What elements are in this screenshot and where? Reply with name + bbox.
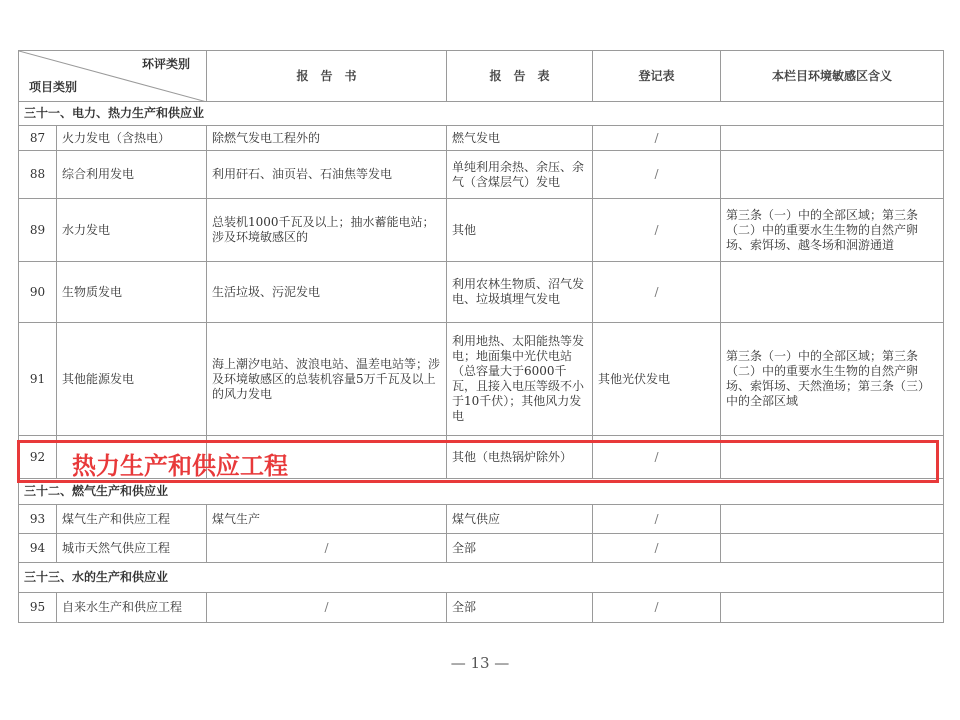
table-row xyxy=(19,593,944,623)
section-row xyxy=(19,102,944,126)
row-number: 94 xyxy=(19,534,57,563)
report-form-cell: 全部 xyxy=(447,534,593,563)
project-name: 自来水生产和供应工程 xyxy=(57,593,207,623)
section-title: 三十一、电力、热力生产和供应业 xyxy=(19,102,944,126)
sensitive-cell xyxy=(721,262,944,323)
report-book-cell: 煤气生产 xyxy=(207,505,447,534)
registration-cell: 其他光伏发电 xyxy=(593,323,721,436)
project-name: 生物质发电 xyxy=(57,262,207,323)
report-form-cell: 单纯利用余热、余压、余气（含煤层气）发电 xyxy=(447,151,593,199)
sensitive-cell xyxy=(721,505,944,534)
registration-cell: / xyxy=(593,593,721,623)
sensitive-cell xyxy=(721,151,944,199)
registration-cell: / xyxy=(593,262,721,323)
report-form-cell: 全部 xyxy=(447,593,593,623)
registration-cell: / xyxy=(593,436,721,479)
report-book-cell: 海上潮汐电站、波浪电站、温差电站等；涉及环境敏感区的总装机容量5万千瓦及以上的风力发电 xyxy=(207,323,447,436)
row-number: 92 xyxy=(19,436,57,479)
corner-header-cell xyxy=(19,51,207,102)
project-name: 火力发电（含热电） xyxy=(57,126,207,151)
sensitive-cell: 第三条（一）中的全部区域；第三条（二）中的重要水生生物的自然产卵场、索饵场、天然渔场；第三条（三）中的全部区域 xyxy=(721,323,944,436)
report-form-cell: 其他（电热锅炉除外） xyxy=(447,436,593,479)
report-book-cell: / xyxy=(207,534,447,563)
registration-cell: / xyxy=(593,534,721,563)
corner-top-label: 环评类别 xyxy=(141,57,190,71)
registration-cell: / xyxy=(593,126,721,151)
table-row xyxy=(19,534,944,563)
row-number: 95 xyxy=(19,593,57,623)
project-name: 城市天然气供应工程 xyxy=(57,534,207,563)
table-row xyxy=(19,126,944,151)
report-book-cell: 利用矸石、油页岩、石油焦等发电 xyxy=(207,151,447,199)
report-form-cell: 燃气发电 xyxy=(447,126,593,151)
report-book-cell: 生活垃圾、污泥发电 xyxy=(207,262,447,323)
row-number: 90 xyxy=(19,262,57,323)
page-number: — 13 — xyxy=(450,654,510,672)
section-title: 三十二、燃气生产和供应业 xyxy=(19,479,944,505)
report-form-cell: 煤气供应 xyxy=(447,505,593,534)
project-name: 煤气生产和供应工程 xyxy=(57,505,207,534)
table-row xyxy=(19,505,944,534)
corner-bottom-label: 项目类别 xyxy=(29,80,78,94)
classification-table xyxy=(18,50,944,623)
sensitive-cell: 第三条（一）中的全部区域；第三条（二）中的重要水生生物的自然产卵场、索饵场、越冬场和洄游通道 xyxy=(721,199,944,262)
report-book-cell: / xyxy=(207,593,447,623)
row-number: 89 xyxy=(19,199,57,262)
sensitive-cell xyxy=(721,534,944,563)
table-row xyxy=(19,151,944,199)
header-registration: 登记表 xyxy=(593,51,721,102)
table-row xyxy=(19,323,944,436)
project-name: 综合利用发电 xyxy=(57,151,207,199)
report-form-cell: 其他 xyxy=(447,199,593,262)
report-book-cell: 除燃气发电工程外的 xyxy=(207,126,447,151)
registration-cell: / xyxy=(593,151,721,199)
table-row xyxy=(19,199,944,262)
row-number: 87 xyxy=(19,126,57,151)
sensitive-cell xyxy=(721,126,944,151)
header-sensitive-area: 本栏目环境敏感区含义 xyxy=(721,51,944,102)
header-report-book: 报 告 书 xyxy=(207,51,447,102)
report-form-cell: 利用地热、太阳能热等发电；地面集中光伏电站（总容量大于6000千瓦，且接入电压等级不小于10千伏）；其他风力发电 xyxy=(447,323,593,436)
row-number: 93 xyxy=(19,505,57,534)
report-book-cell: 总装机1000千瓦及以上；抽水蓄能电站；涉及环境敏感区的 xyxy=(207,199,447,262)
table-row xyxy=(19,262,944,323)
row-number: 88 xyxy=(19,151,57,199)
project-name: 其他能源发电 xyxy=(57,323,207,436)
sensitive-cell xyxy=(721,593,944,623)
section-title: 三十三、水的生产和供应业 xyxy=(19,563,944,593)
registration-cell: / xyxy=(593,199,721,262)
registration-cell: / xyxy=(593,505,721,534)
header-report-form: 报 告 表 xyxy=(447,51,593,102)
row-number: 91 xyxy=(19,323,57,436)
report-form-cell: 利用农林生物质、沼气发电、垃圾填埋气发电 xyxy=(447,262,593,323)
section-row xyxy=(19,563,944,593)
table-header-row xyxy=(19,51,944,102)
highlight-label: 热力生产和供应工程 xyxy=(72,452,288,480)
project-name: 水力发电 xyxy=(57,199,207,262)
